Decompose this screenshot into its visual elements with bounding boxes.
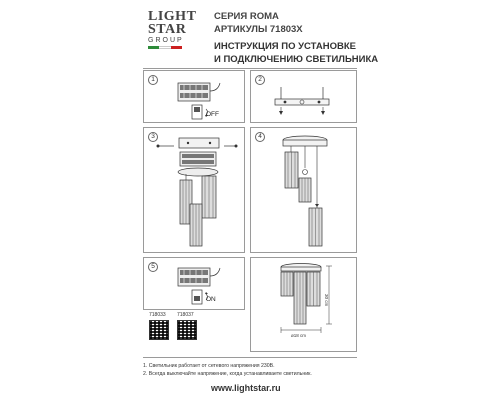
- note-2: 2. Всегда выключайте напряжение, когда устанавливаете светильник.: [143, 371, 312, 377]
- step-number: 4: [255, 132, 265, 142]
- wiring-illustration: [144, 128, 246, 254]
- page-title: [214, 40, 378, 66]
- on-label: ON: [206, 296, 216, 303]
- qr-code-2: [177, 320, 197, 340]
- flag-white: [159, 46, 170, 49]
- flag-stripe: [148, 46, 182, 49]
- header-divider: [143, 68, 357, 69]
- qr-article-1: 718033: [149, 312, 166, 318]
- note-1: 1. Светильник работает от сетевого напряжения 230В.: [143, 363, 275, 369]
- step-number: 5: [148, 262, 158, 272]
- logo-line-1: LIGHT: [148, 9, 197, 24]
- qr-code-1: [149, 320, 169, 340]
- height-dimension: 30 cm: [324, 294, 329, 307]
- article-numbers: АРТИКУЛЫ 71803X: [214, 24, 303, 35]
- step-panel-5: [143, 257, 245, 310]
- qr-codes: [143, 312, 245, 356]
- off-label: OFF: [206, 111, 219, 118]
- step-number: 3: [148, 132, 158, 142]
- brand-logo: [148, 10, 200, 49]
- step-panel-1: [143, 70, 245, 123]
- step-panel-2: [250, 70, 357, 123]
- diameter-dimension: ø18 cm: [291, 333, 307, 338]
- mounting-bracket-illustration: [251, 71, 358, 124]
- dimensions-panel: [250, 257, 357, 352]
- series-name: СЕРИЯ ROMA: [214, 11, 279, 22]
- title-line-1: ИНСТРУКЦИЯ ПО УСТАНОВКЕ: [214, 41, 356, 52]
- website-link[interactable]: www.lightstar.ru: [211, 383, 281, 393]
- qr-article-2: 718037: [177, 312, 194, 318]
- switch-on-illustration: [144, 258, 246, 311]
- step-number: 1: [148, 75, 158, 85]
- dimensions-illustration: [251, 258, 358, 353]
- switch-off-illustration: [144, 71, 246, 124]
- title-line-2: И ПОДКЛЮЧЕНИЮ СВЕТИЛЬНИКА: [214, 54, 379, 65]
- flag-red: [171, 46, 182, 49]
- step-number: 2: [255, 75, 265, 85]
- series-info: [214, 10, 303, 36]
- logo-line-3: GROUP: [148, 37, 184, 44]
- step-panel-4: [250, 127, 357, 253]
- logo-line-2: STAR: [148, 22, 187, 37]
- step-panel-3: [143, 127, 245, 253]
- flag-green: [148, 46, 159, 49]
- shade-assembly-illustration: [251, 128, 358, 254]
- notes-section: [143, 357, 357, 378]
